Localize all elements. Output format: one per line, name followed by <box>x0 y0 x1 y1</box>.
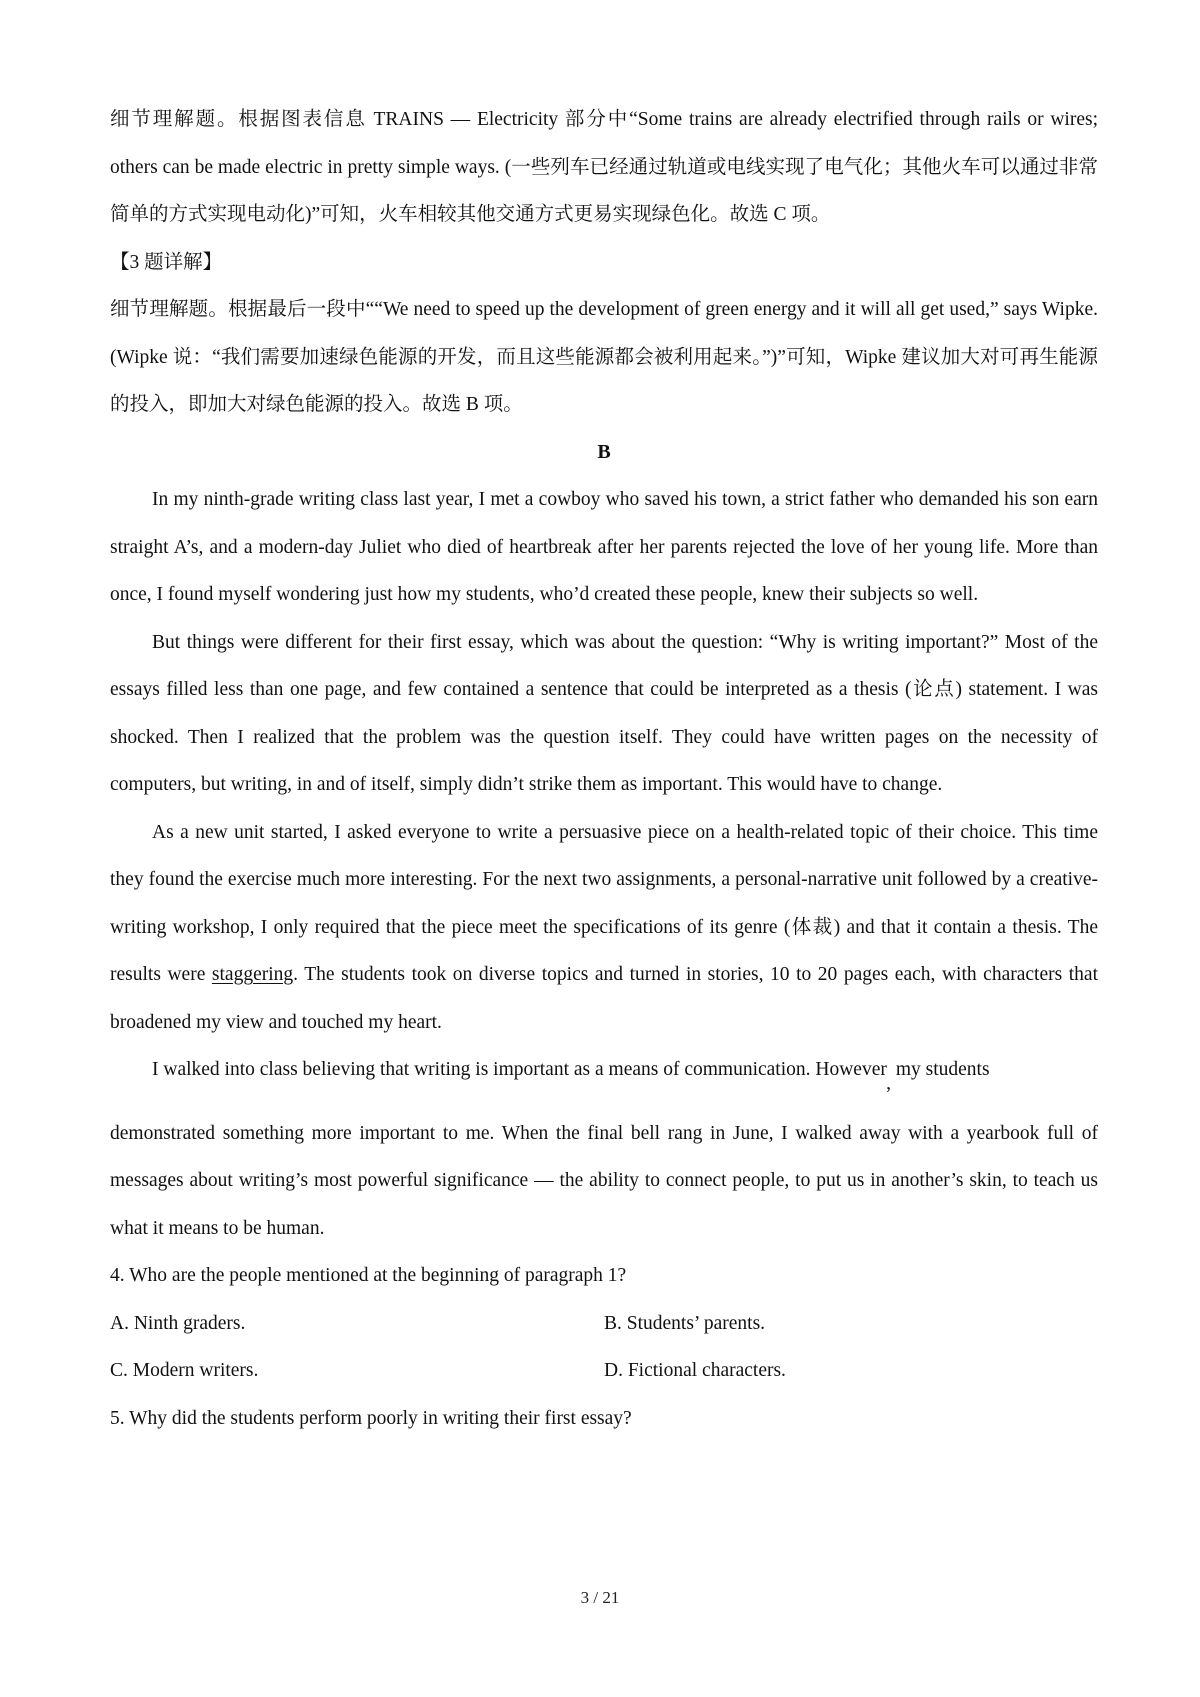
paragraph-4-text-continued: my students <box>890 1059 990 1080</box>
paragraph-3-text-start: As a new unit started, I asked everyone to write a persuasive piece on a health-related topic of their choice. This time they found the exercise much more interesting. For the next two assignments, a personal-narrative unit followed by a creative-writing workshop, I only required that the piece meet the specifications of its genre (体裁) and that it contain a thesis. The results were <box>110 821 1098 985</box>
underlined-word: staggering <box>211 964 294 985</box>
question-4-option-a[interactable]: A. Ninth graders. <box>110 1312 246 1334</box>
page-number: 3 / 21 <box>580 1588 620 1607</box>
explanation-q2: 细节理解题。根据图表信息 TRAINS — Electricity 部分中“Some trains are already electrified through rails or wires; others can be made electric in pretty simple ways. (一些列车已经通过轨道或电线实现了电气化；其他火车可以通过非常简单的方式实现电动化)”可知，火车相较其他交通方式更易实现绿色化。故选 C 项。 <box>110 109 1098 225</box>
question-4-option-b[interactable]: B. Students’ parents. <box>604 1312 766 1334</box>
passage-b-title: B <box>597 440 611 463</box>
question-5-stem: 5. Why did the students perform poorly in writing their first essay? <box>110 1407 632 1429</box>
passage-paragraph-3 <box>110 809 1098 1047</box>
question-4-options <box>110 1300 1098 1395</box>
paragraph-4-text-start: I walked into class believing that writing is important as a means of communication. However <box>152 1059 887 1080</box>
explanation-q3-heading: 【3 题详解】 <box>110 251 223 273</box>
passage-paragraph-4-rest: demonstrated something more important to me. When the final bell rang in June, I walked away with a yearbook full of messages about writing’s most powerful significance — the ability to connect people, to put us in another’s skin, to teach us what it means to be human. <box>110 1122 1098 1239</box>
passage-paragraph-1: In my ninth-grade writing class last year, I met a cowboy who saved his town, a strict father who demanded his son earn straight A’s, and a modern-day Juliet who died of heartbreak after her parents rejected the love of her young life. More than once, I found myself wondering just how my students, who’d created these people, knew their subjects so well. <box>110 489 1098 605</box>
question-4-stem: 4. Who are the people mentioned at the beginning of paragraph 1? <box>110 1265 627 1286</box>
question-4-option-d[interactable]: D. Fictional characters. <box>604 1360 786 1381</box>
paragraph-3-text-end: . The students took on diverse topics and turned in stories, 10 to 20 pages each, with characters that broadened my view and touched my heart. <box>110 964 1098 1033</box>
document-page <box>110 96 1098 1442</box>
passage-paragraph-4-line-1 <box>110 1046 1098 1094</box>
paragraph-4-comma: , <box>886 1073 891 1094</box>
explanation-q3: 细节理解题。根据最后一段中““We need to speed up the development of green energy and it will all get used,” says Wipke. (Wipke 说：“我们需要加速绿色能源的开发，而且这些能源都会被利用起来。”)”可知，Wipke 建议加大对可再生能源的投入，即加大对绿色能源的投入。故选 B 项。 <box>110 299 1098 415</box>
passage-paragraph-2: But things were different for their first essay, which was about the question: “Why is writing important?” Most of the essays filled less than one page, and few contained a sentence that could be interpreted as a thesis (论点) statement. I was shocked. Then I realized that the problem was the question itself. They could have written pages on the necessity of computers, but writing, in and of itself, simply didn’t strike them as important. This would have to change. <box>110 631 1098 795</box>
question-4-option-c[interactable]: C. Modern writers. <box>110 1360 259 1381</box>
